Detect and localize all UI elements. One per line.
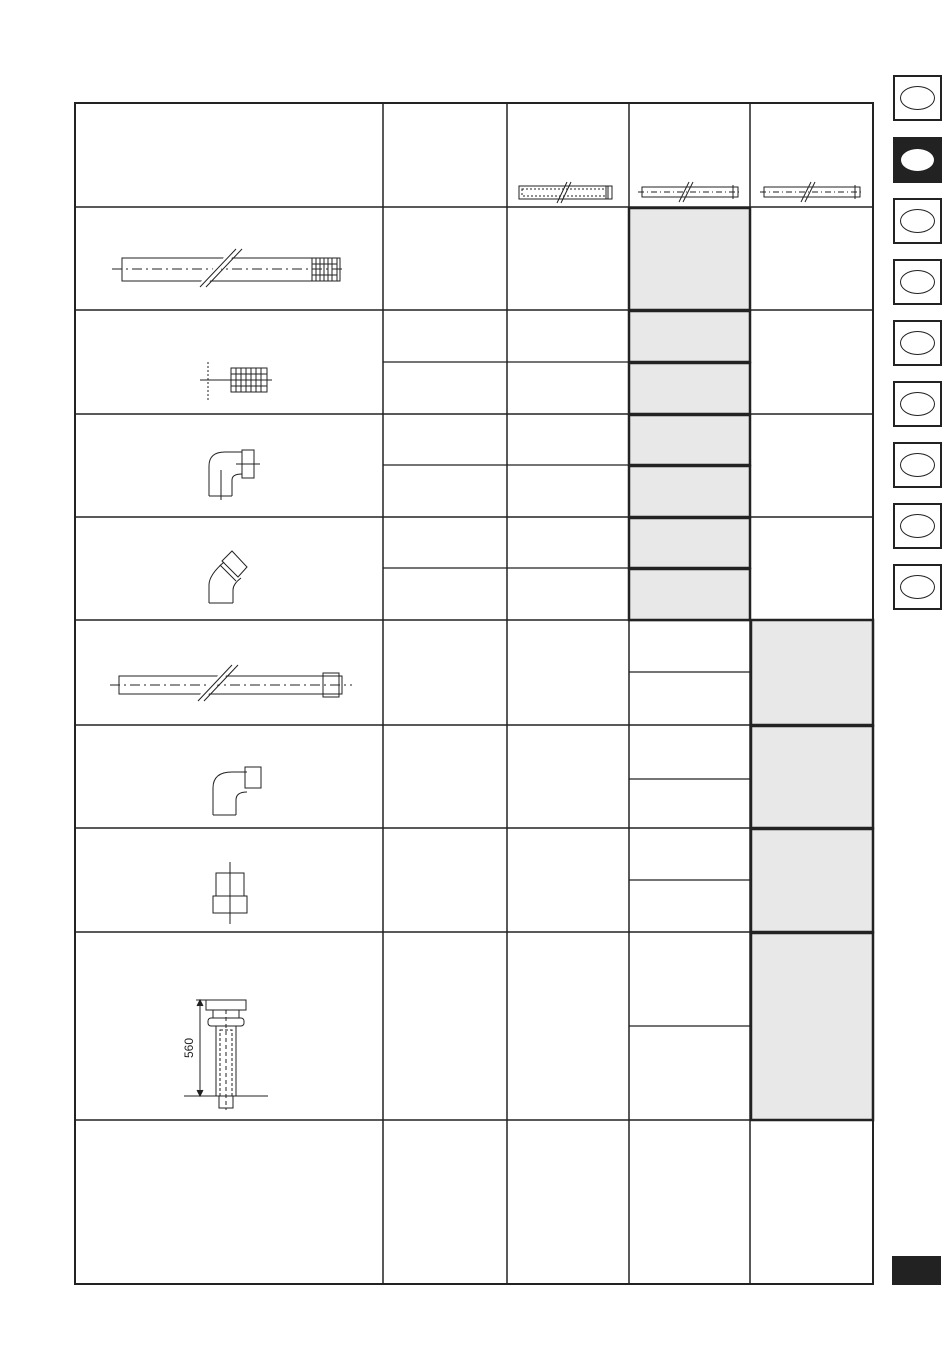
elbow-45-icon: [209, 551, 247, 603]
page-marker: [892, 1256, 941, 1285]
oval-icon: [900, 575, 935, 599]
highlight-cell: [751, 620, 873, 1120]
oval-icon: [900, 86, 935, 110]
side-tab-9[interactable]: [893, 564, 942, 610]
side-tab-2[interactable]: [893, 137, 942, 183]
side-tab-6[interactable]: [893, 381, 942, 427]
oval-icon: [900, 209, 935, 233]
flue-pipe-icon: [760, 182, 864, 202]
side-tab-5[interactable]: [893, 320, 942, 366]
straight-concentric-pipe-icon: [112, 249, 344, 287]
side-tab-1[interactable]: [893, 75, 942, 121]
oval-icon: [900, 453, 935, 477]
elbow-90-small-icon: [213, 767, 261, 815]
roof-terminal-icon: [184, 1000, 268, 1110]
elbow-90-icon: [209, 450, 260, 500]
concentric-pipe-section-icon: [200, 362, 272, 400]
side-tab-3[interactable]: [893, 198, 942, 244]
oval-icon: [900, 270, 935, 294]
side-tab-4[interactable]: [893, 259, 942, 305]
side-tab-7[interactable]: [893, 442, 942, 488]
oval-icon: [900, 514, 935, 538]
adapter-icon: [213, 862, 247, 924]
flue-pipe-icon: [638, 182, 742, 202]
oval-icon: [900, 392, 935, 416]
dimension-label: 560: [182, 1037, 196, 1059]
oval-icon: [900, 331, 935, 355]
straight-pipe-icon: [110, 665, 352, 701]
concentric-pipe-icon: [519, 182, 612, 203]
oval-icon: [900, 148, 935, 172]
side-tab-8[interactable]: [893, 503, 942, 549]
